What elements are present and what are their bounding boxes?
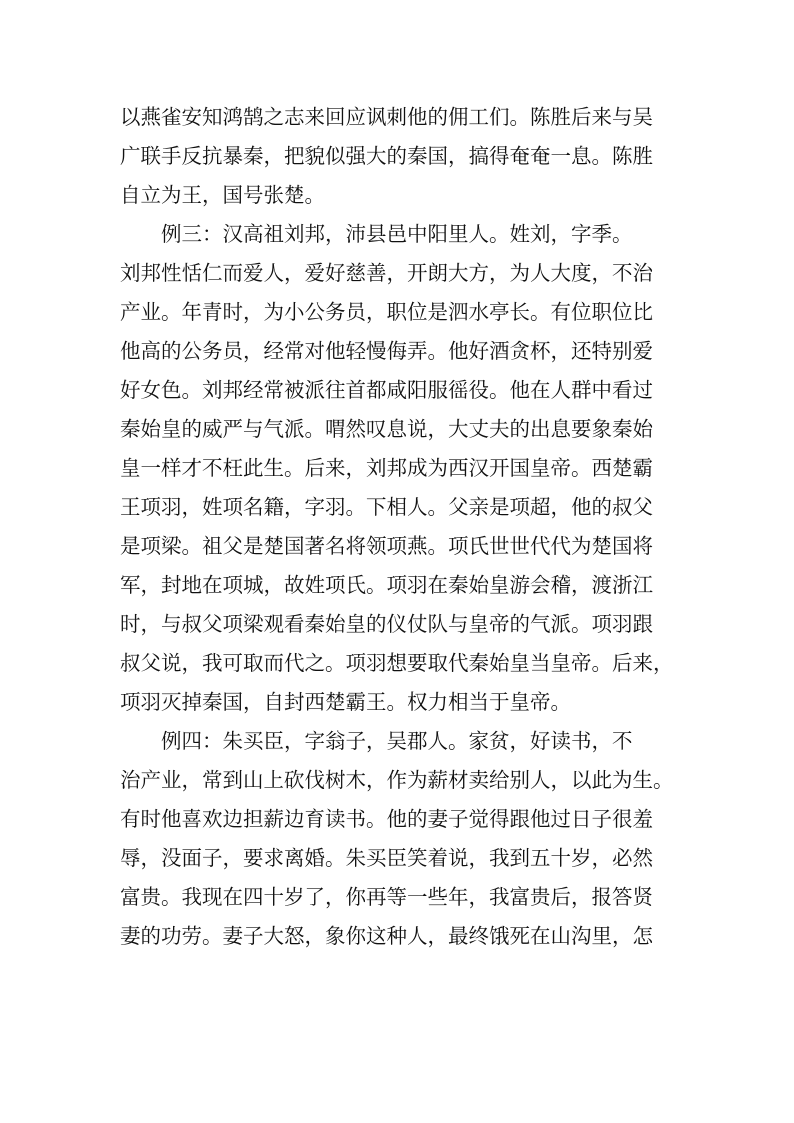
text-line: 好女色。刘邦经常被派往首都咸阳服徭役。他在人群中看过	[120, 378, 653, 402]
paragraph	[120, 98, 680, 215]
text-line: 例四：朱买臣，字翁子，吴郡人。家贫，好读书，不	[161, 729, 633, 753]
text-line: 妻的功劳。妻子大怒，象你这种人，最终饿死在山沟里，怎	[120, 924, 653, 948]
paragraph	[120, 215, 680, 722]
text-line: 是项梁。祖父是楚国著名将领项燕。项氏世世代代为楚国将	[120, 534, 653, 558]
text-line: 以燕雀安知鸿鹄之志来回应讽刺他的佣工们。陈胜后来与吴	[120, 105, 653, 129]
text-line: 例三：汉高祖刘邦，沛县邑中阳里人。姓刘，字季。	[161, 222, 633, 246]
text-line: 治产业，常到山上砍伐树木，作为薪材卖给别人，以此为生。	[120, 768, 674, 792]
text-line: 时，与叔父项梁观看秦始皇的仪仗队与皇帝的气派。项羽跟	[120, 612, 653, 636]
text-line: 自立为王，国号张楚。	[120, 183, 325, 207]
text-line: 叔父说，我可取而代之。项羽想要取代秦始皇当皇帝。后来，	[120, 651, 674, 675]
text-line: 广联手反抗暴秦，把貌似强大的秦国，搞得奄奄一息。陈胜	[120, 144, 653, 168]
text-line: 有时他喜欢边担薪边育读书。他的妻子觉得跟他过日子很羞	[120, 807, 653, 831]
text-line: 产业。年青时，为小公务员，职位是泗水亭长。有位职位比	[120, 300, 653, 324]
text-line: 皇一样才不枉此生。后来，刘邦成为西汉开国皇帝。西楚霸	[120, 456, 653, 480]
text-line: 军，封地在项城，故姓项氏。项羽在秦始皇游会稽，渡浙江	[120, 573, 653, 597]
text-line: 富贵。我现在四十岁了，你再等一些年，我富贵后，报答贤	[120, 885, 653, 909]
text-line: 项羽灭掉秦国，自封西楚霸王。权力相当于皇帝。	[120, 690, 571, 714]
text-line: 他高的公务员，经常对他轻慢侮弄。他好酒贪杯，还特别爱	[120, 339, 653, 363]
text-line: 刘邦性恬仁而爱人，爱好慈善，开朗大方，为人大度，不治	[120, 261, 653, 285]
text-line: 辱，没面子，要求离婚。朱买臣笑着说，我到五十岁，必然	[120, 846, 653, 870]
text-line: 秦始皇的威严与气派。喟然叹息说，大丈夫的出息要象秦始	[120, 417, 653, 441]
body-text	[120, 98, 680, 956]
paragraph	[120, 722, 680, 956]
text-line: 王项羽，姓项名籍，字羽。下相人。父亲是项超，他的叔父	[120, 495, 653, 519]
